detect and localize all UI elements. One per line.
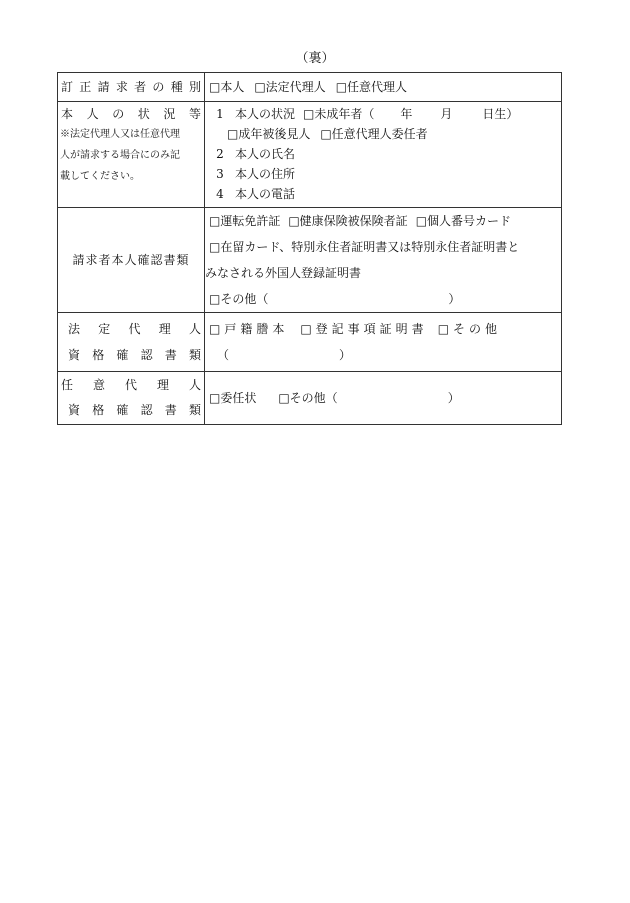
checkbox-voluntary-principal[interactable]: □任意代理人委任者 [320,127,428,141]
label-char: 請 [97,80,110,94]
label-char: 意 [92,378,105,392]
id-other-close-paren: ） [448,292,461,306]
checkbox-registry-certificate[interactable]: □登記事項証明書 [300,322,428,336]
checkbox-family-register[interactable]: □戸籍謄本 [209,322,289,336]
note-line-2: 人が請求する場合にのみ記 [60,150,180,161]
voluntary-agent-docs-value [205,372,562,425]
checkbox-minor[interactable]: □未成年者（ [303,107,375,121]
label-char: 格 [92,403,105,417]
label-char: 代 [128,322,141,336]
principal-status-label-cell [58,102,205,208]
label-char: 定 [98,322,111,336]
label-char: の [152,80,165,94]
checkbox-power-of-attorney[interactable]: □委任状 [209,391,257,405]
checkbox-voluntary-other[interactable]: □その他（ [278,391,338,405]
label-char: 人 [188,378,201,392]
label-char: 認 [140,403,153,417]
legal-agent-options-line [209,316,561,342]
legal-agent-docs-label-cell [58,313,205,372]
checkbox-drivers-license[interactable]: □運転免許証 [209,214,281,228]
row-requester-type [58,73,562,102]
requester-type-options [205,73,562,102]
month-label: 月 [440,107,453,121]
item3-text: 本人の住所 [235,167,296,181]
id-docs-line-3: みなされる外国人登録証明書 [205,266,362,280]
label-char: 人 [86,107,99,121]
label-char: 任 [61,378,74,392]
item4-number: 4 [216,187,224,201]
checkbox-health-insurance[interactable]: □健康保険被保険者証 [288,214,408,228]
checkbox-principal[interactable]: □本人 [209,80,245,94]
checkbox-residence-card[interactable]: □在留カード、特別永住者証明書又は特別永住者証明書と [209,240,520,254]
label-char: 訂 [61,80,74,94]
label-char: 別 [188,80,201,94]
item1-options-line [209,124,561,144]
day-label: 日生） [482,107,519,121]
principal-status-note [58,124,204,187]
row-legal-agent-docs [58,313,562,372]
item4-line [209,184,561,204]
row-id-documents [58,208,562,313]
checkbox-adult-ward[interactable]: □成年被後見人 [227,127,311,141]
label-char: 等 [188,107,201,121]
label-char: 求 [115,80,128,94]
item2-line [209,144,561,164]
item1-text: 本人の状況 [235,107,296,121]
label-char: 種 [170,80,183,94]
voluntary-other-close-paren: ） [447,391,460,405]
label-char: 資 [68,348,81,362]
item3-number: 3 [216,167,224,181]
checkbox-id-other[interactable]: □その他（ [209,292,269,306]
checkbox-voluntary-agent[interactable]: □任意代理人 [335,80,408,94]
id-docs-other-line [209,286,561,312]
item2-text: 本人の氏名 [235,147,296,161]
label-char: 確 [116,403,129,417]
voluntary-agent-docs-label-cell [58,372,205,425]
id-documents-value [205,208,562,313]
row-principal-status [58,102,562,208]
label-char: 者 [134,80,147,94]
principal-status-label [58,104,204,124]
item4-text: 本人の電話 [235,187,296,201]
principal-status-value [205,102,562,208]
label-char: 確 [116,348,129,362]
checkbox-legal-agent[interactable]: □法定代理人 [254,80,326,94]
page-heading: （裏） [295,51,335,66]
checkbox-legal-other[interactable]: □その他 [437,322,502,336]
item1-line [209,104,561,124]
row-voluntary-agent-docs [58,372,562,425]
label-char: 書 [164,348,177,362]
item2-number: 2 [216,147,224,161]
correction-request-form-table [57,72,562,425]
legal-agent-label-line2 [58,342,204,368]
legal-other-open-paren: （ [217,348,230,362]
label-char: 況 [163,107,176,121]
label-char: 類 [188,403,201,417]
id-documents-label-cell [58,208,205,313]
item3-line [209,164,561,184]
label-char: 状 [137,107,150,121]
item1-number: 1 [216,107,224,121]
label-char: 資 [68,403,81,417]
legal-other-paren-line [209,342,561,368]
voluntary-agent-label-line2 [58,398,204,423]
requester-type-label-cell [58,73,205,102]
legal-agent-docs-value [205,313,562,372]
id-documents-label: 請求者本人確認書類 [72,253,190,267]
label-char: 認 [140,348,153,362]
label-char: 本 [61,107,74,121]
label-char: 類 [188,348,201,362]
label-char: の [112,107,125,121]
label-char: 人 [188,322,201,336]
id-docs-line-1 [209,208,561,234]
requester-type-label [58,77,204,97]
label-char: 正 [79,80,92,94]
legal-other-close-paren: ） [339,348,352,362]
label-char: 書 [164,403,177,417]
label-char: 法 [68,322,81,336]
label-char: 理 [158,322,171,336]
checkbox-my-number-card[interactable]: □個人番号カード [415,214,512,228]
note-line-1: ※法定代理人又は任意代理 [60,129,180,140]
label-char: 理 [156,378,169,392]
label-char: 格 [92,348,105,362]
label-char: 代 [124,378,137,392]
year-label: 年 [400,107,413,121]
voluntary-agent-label-line1 [58,373,204,398]
legal-agent-label-line1 [58,316,204,342]
note-line-3: 載してください。 [60,171,140,182]
